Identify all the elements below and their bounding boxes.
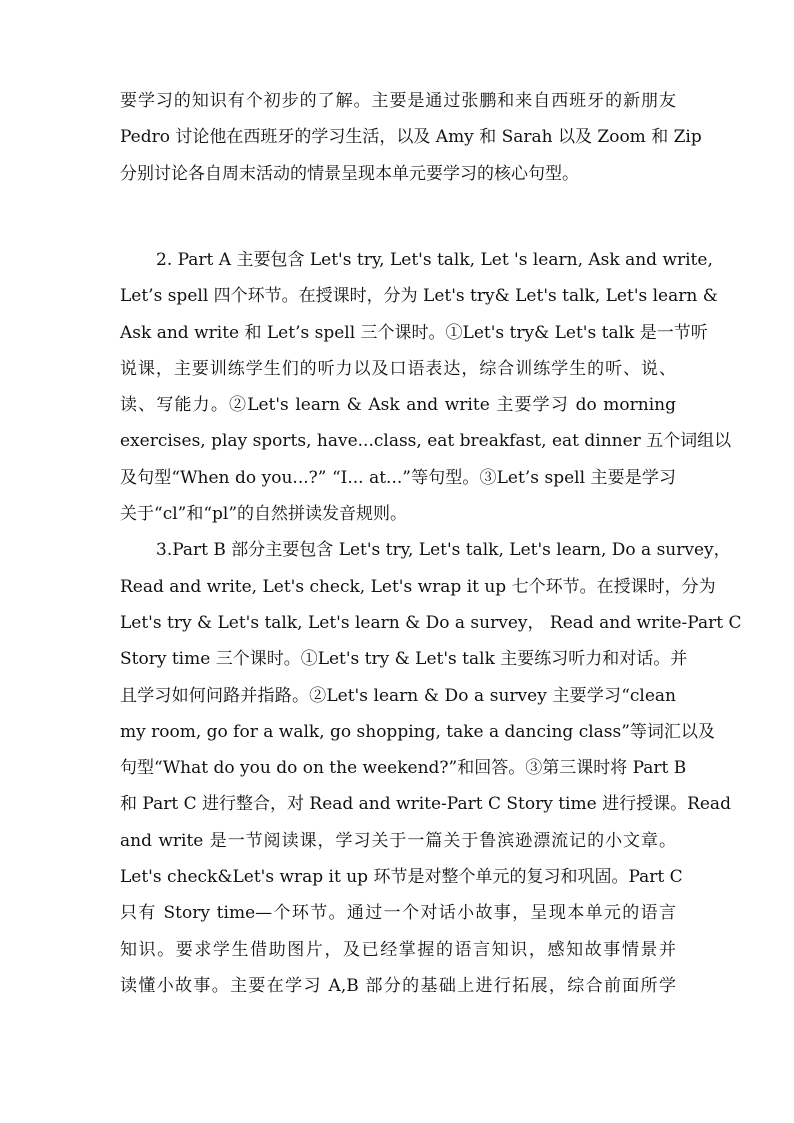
paragraph-1 [120,83,702,192]
text-line: 和 Part C 进行整合，对 Read and write-Part C Story time 进行授课。Read [120,794,731,815]
text-line: Pedro 讨论他在西班牙的学习生活，以及 Amy 和 Sarah 以及 Zoom 和 Zip [120,127,702,148]
text-line: my room, go for a walk, go shopping, take a dancing class”等词汇以及 [120,721,715,742]
text-line: 只有 Story time—个环节。通过一个对话小故事，呈现本单元的语言 [120,903,676,924]
text-line: exercises, play sports, have...class, eat breakfast, eat dinner 五个词组以 [120,431,732,452]
text-line: and write 是一节阅读课，学习关于一篇关于鲁滨逊漂流记的小文章。 [120,830,676,851]
text-line: 句型“What do you do on the weekend?”和回答。③第三课时将 Part B [120,758,687,779]
text-line: 分别讨论各自周末活动的情景呈现本单元要学习的核心句型。 [120,163,579,184]
text-line: 3.Part B 部分主要包含 Let's try, Let's talk, Let's learn, Do a survey， [156,540,731,561]
paragraph-3 [120,532,742,1004]
text-line: 且学习如何问路并指路。②Let's learn & Do a survey 主要学习“clean [120,685,676,706]
text-line: 关于“cl”和“pl”的自然拼读发音规则。 [120,504,408,525]
text-line: 知识。要求学生借助图片，及已经掌握的语言知识，感知故事情景并 [120,939,676,960]
text-line: Let's try & Let's talk, Let's learn & Do a survey， Read and write-Part C [120,612,742,633]
text-line: 要学习的知识有个初步的了解。主要是通过张鹏和来自西班牙的新朋友 [120,91,676,111]
paragraphs-2-3 [120,242,742,1004]
text-line: Let’s spell 四个环节。在授课时，分为 Let's try& Let's talk, Let's learn & [120,286,718,307]
text-line: 读、写能力。②Let's learn & Ask and write 主要学习 do morning [120,395,676,416]
paragraph-2 [120,242,732,532]
text-line: 2. Part A 主要包含 Let's try, Let's talk, Let 's learn, Ask and write, [156,250,713,270]
text-line: Ask and write 和 Let’s spell 三个课时。①Let's try& Let's talk 是一节听 [120,322,708,343]
text-line: Let's check&Let's wrap it up 环节是对整个单元的复习和巩固。Part C [120,867,683,888]
text-line: 读懂小故事。主要在学习 A,B 部分的基础上进行拓展，综合前面所学 [120,975,676,996]
text-line: 说课，主要训练学生们的听力以及口语表达，综合训练学生的听、说、 [120,358,676,379]
text-line: 及句型“When do you...?” “I... at...”等句型。③Let’s spell 主要是学习 [120,467,676,488]
text-line: Read and write, Let's check, Let's wrap it up 七个环节。在授课时，分为 [120,576,716,597]
text-line: Story time 三个课时。①Let's try & Let's talk 主要练习听力和对话。并 [120,649,688,670]
